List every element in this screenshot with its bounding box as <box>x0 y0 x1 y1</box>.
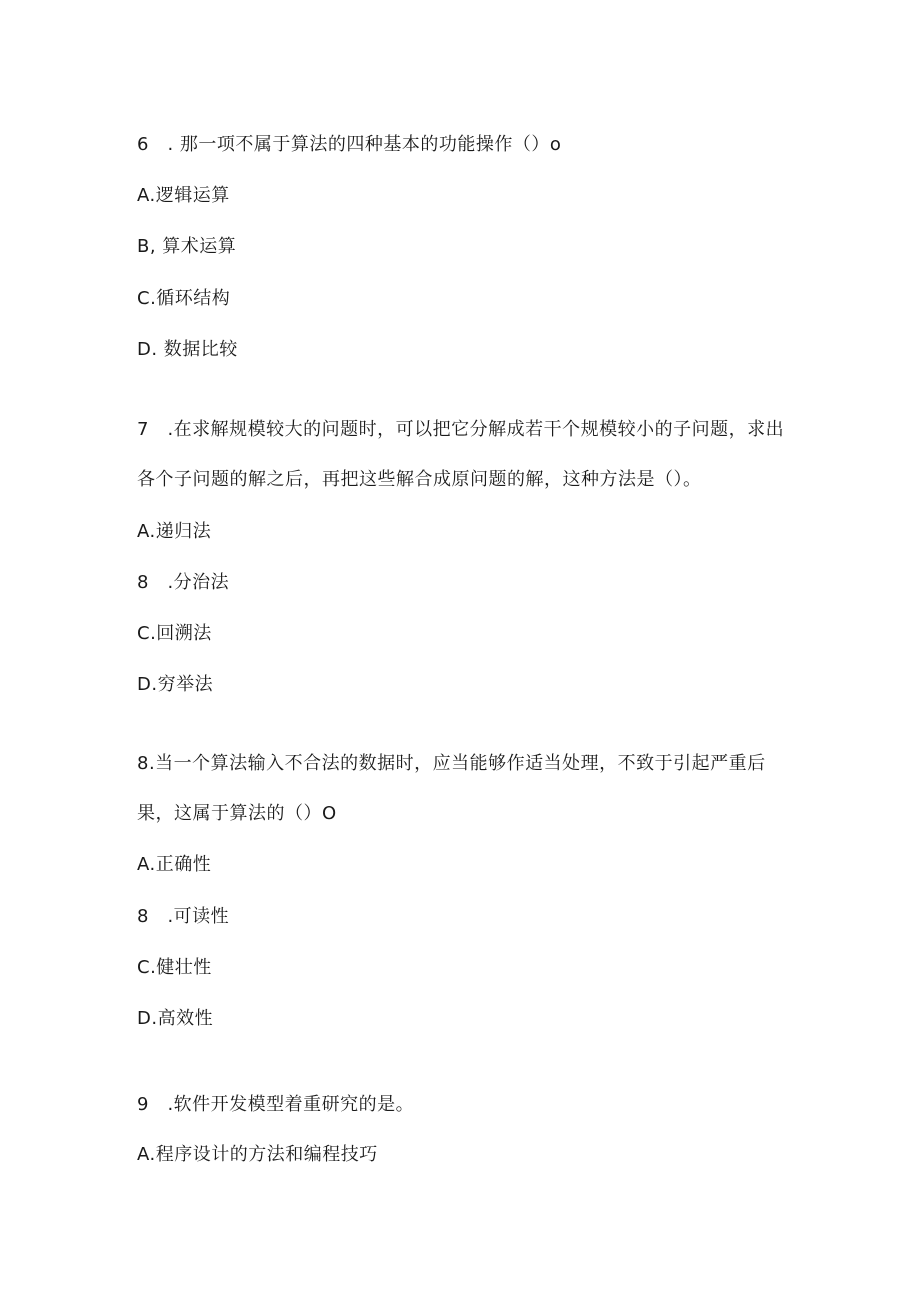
question-7-text-line-1: 7 .在求解规模较大的问题时，可以把它分解成若干个规模较小的子问题，求出 <box>137 419 785 440</box>
question-6-option-b: B, 算术运算 <box>137 236 237 257</box>
question-6-text: 6 . 那一项不属于算法的四种基本的功能操作（）o <box>137 134 562 155</box>
question-7-text-line-2: 各个子问题的解之后，再把这些解合成原问题的解，这种方法是（）。 <box>137 469 702 490</box>
question-7-option-c: C.回溯法 <box>137 623 212 644</box>
question-7-option-b: 8 .分治法 <box>137 572 230 593</box>
question-6-option-c: C.循环结构 <box>137 288 231 309</box>
question-8-option-d: D.高效性 <box>137 1008 214 1029</box>
question-9-option-a: A.程序设计的方法和编程技巧 <box>137 1144 378 1165</box>
question-7-option-d: D.穷举法 <box>137 674 214 695</box>
question-7-option-a: A.递归法 <box>137 521 212 542</box>
question-8-option-a: A.正确性 <box>137 854 212 875</box>
question-8-option-c: C.健壮性 <box>137 957 212 978</box>
question-9-text: 9 .软件开发模型着重研究的是。 <box>137 1094 415 1115</box>
question-8-option-b: 8 .可读性 <box>137 906 230 927</box>
question-8-text-line-1: 8.当一个算法输入不合法的数据时，应当能够作适当处理，不致于引起严重后 <box>137 753 766 774</box>
question-6-option-d: D. 数据比较 <box>137 339 238 360</box>
question-8-text-line-2: 果，这属于算法的（）O <box>137 803 337 824</box>
question-6-option-a: A.逻辑运算 <box>137 185 230 206</box>
